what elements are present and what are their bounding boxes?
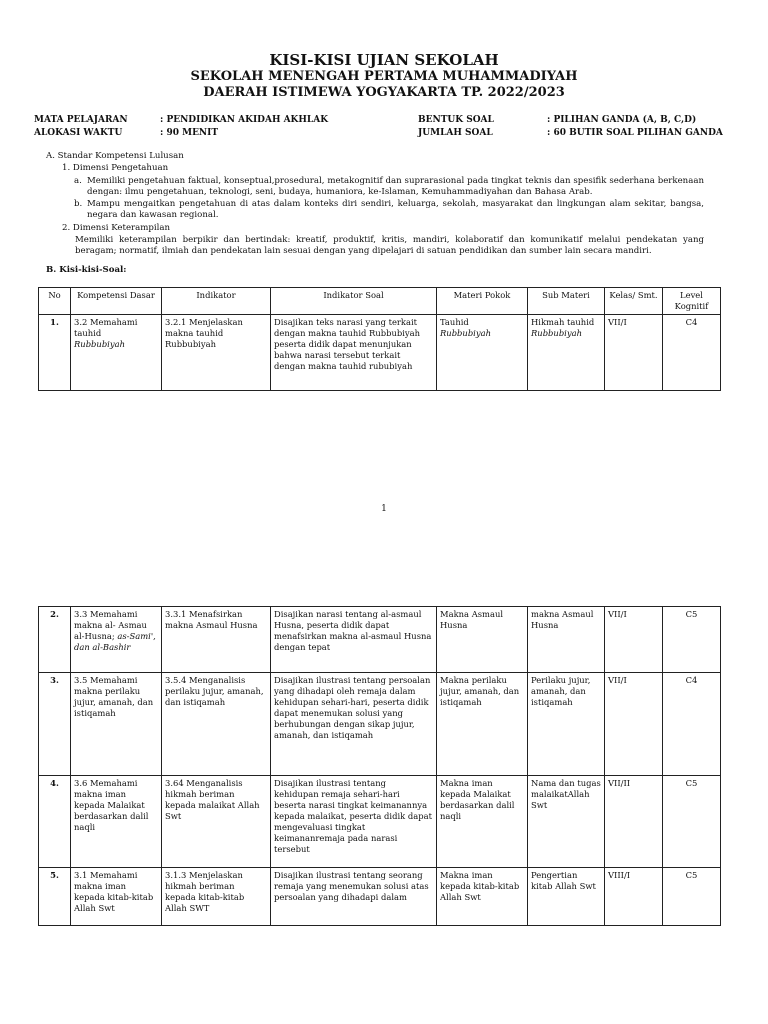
- alokasi-label: ALOKASI WAKTU: [34, 128, 123, 138]
- row-sub-materi: makna Asmaul Husna: [528, 607, 605, 673]
- row-level-kognitif: C5: [663, 868, 721, 926]
- row-kelas-smt: VII/II: [605, 776, 663, 868]
- table-row: [39, 776, 721, 868]
- table-header-row: [39, 288, 721, 315]
- region-year: DAERAH ISTIMEWA YOGYAKARTA TP. 2022/2023: [203, 85, 565, 100]
- kisi-table-page1: [38, 287, 721, 391]
- header-indikator: Indikator: [162, 288, 271, 315]
- row-materi-pokok: Makna Asmaul Husna: [437, 607, 528, 673]
- dimensi-keterampilan-heading: 2. Dimensi Keterampilan: [62, 223, 171, 233]
- row-kompetensi-dasar: 3.5 Memahami makna perilaku jujur, amanah, dan istiqamah: [71, 673, 162, 776]
- row-materi-pokok: Makna iman kepada kitab-kitab Allah Swt: [437, 868, 528, 926]
- row-level-kognitif: C4: [663, 315, 721, 391]
- row-indikator-soal: Disajikan ilustrasi tentang seorang remaja yang menemukan solusi atas persoalan yang dihadapi dalam: [271, 868, 437, 926]
- item-marker-a: a.: [74, 176, 82, 186]
- row-no: 4.: [39, 776, 71, 868]
- row-no: 3.: [39, 673, 71, 776]
- bentuk-label: BENTUK SOAL: [418, 115, 494, 125]
- row-no: 1.: [39, 315, 71, 391]
- item-marker-b: b.: [74, 199, 83, 209]
- row-materi-pokok: [437, 315, 528, 391]
- row-kelas-smt: VII/I: [605, 607, 663, 673]
- row-sub-materi: Pengertian kitab Allah Swt: [528, 868, 605, 926]
- row-indikator: 3.3.1 Menafsirkan makna Asmaul Husna: [162, 607, 271, 673]
- row-kompetensi-dasar: [71, 607, 162, 673]
- row-sub-materi: [528, 315, 605, 391]
- meta-values-left: [160, 114, 328, 140]
- kisi-heading: B. Kisi-kisi-Soal:: [46, 265, 127, 275]
- table-row: [39, 868, 721, 926]
- keterampilan-text: Memiliki keterampilan berpikir dan bertindak: kreatif, produktif, kritis, mandiri, kolaboratif dan komunikatif melalui pendekatan yang beragam; normatif, ilmiah dan pendekatan lain sesuai dengan yang dipelajari di satuan pendidikan dan sumber lain secara mandiri.: [75, 235, 704, 256]
- kd-text: 3.3 Memahami makna al- Asmau al-Husna;: [74, 609, 147, 641]
- row-indikator: 3.64 Menganalisis hikmah beriman kepada malaikat Allah Swt: [162, 776, 271, 868]
- row-kelas-smt: VII/I: [605, 673, 663, 776]
- header-kelas-smt: Kelas/ Smt.: [605, 288, 663, 315]
- header-materi-pokok: Materi Pokok: [437, 288, 528, 315]
- mapel-label: MATA PELAJARAN: [34, 115, 128, 125]
- dimensi-pengetahuan-heading: 1. Dimensi Pengetahuan: [62, 163, 169, 173]
- row-level-kognitif: C5: [663, 607, 721, 673]
- header-kompetensi-dasar: Kompetensi Dasar: [71, 288, 162, 315]
- header-level-kognitif: Level Kognitif: [663, 288, 721, 315]
- row-kelas-smt: VII/I: [605, 315, 663, 391]
- meta-labels-left: [34, 114, 128, 140]
- jumlah-label: JUMLAH SOAL: [418, 128, 493, 138]
- header-indikator-soal: Indikator Soal: [271, 288, 437, 315]
- skl-heading: A. Standar Kompetensi Lulusan: [46, 151, 184, 161]
- row-indikator-soal: Disajikan narasi tentang al-asmaul Husna, peserta didik dapat menafsirkan makna al-asmaul Husna dengan tepat: [271, 607, 437, 673]
- row-kompetensi-dasar: [71, 315, 162, 391]
- row-indikator-soal: Disajikan teks narasi yang terkait dengan makna tauhid Rubbubiyah peserta didik dapat menunjukan bahwa narasi tersebut terkait dengan makna tauhid rububiyah: [271, 315, 437, 391]
- sub-italic: Rubbubiyah: [531, 328, 582, 338]
- header-sub-materi: Sub Materi: [528, 288, 605, 315]
- materi-italic: Rubbubiyah: [440, 328, 491, 338]
- row-kompetensi-dasar: 3.6 Memahami makna iman kepada Malaikat berdasarkan dalil naqli: [71, 776, 162, 868]
- row-level-kognitif: C4: [663, 673, 721, 776]
- row-indikator: 3.1.3 Menjelaskan hikmah beriman kepada kitab-kitab Allah SWT: [162, 868, 271, 926]
- meta-values-right: [547, 114, 723, 140]
- meta-labels-right: [418, 114, 494, 140]
- row-materi-pokok: Makna iman kepada Malaikat berdasarkan dalil naqli: [437, 776, 528, 868]
- mapel-value: : PENDIDIKAN AKIDAH AKHLAK: [160, 115, 329, 125]
- table-row: [39, 673, 721, 776]
- row-kompetensi-dasar: 3.1 Memahami makna iman kepada kitab-kitab Allah Swt: [71, 868, 162, 926]
- pengetahuan-point-a: Memiliki pengetahuan faktual, konseptual,prosedural, metakognitif dan suprarasional pada tingkat teknis dan spesifik sederhana berkenaan dengan: ilmu pengetahuan, teknologi, seni, budaya, humaniora, ke-Islaman, Kemuhammadiyahan dan Bahasa Arab.: [87, 176, 704, 197]
- kisi-table-page2: [38, 606, 721, 926]
- sub-text: Hikmah tauhid: [531, 317, 595, 327]
- kd-italic: Rubbubiyah: [74, 339, 125, 349]
- table-row: [39, 315, 721, 391]
- row-indikator-soal: Disajikan ilustrasi tentang kehidupan remaja sehari-hari beserta narasi tingkat keimanannya kepada malaikat, peserta didik dapat mengevaluasi tingkat keimananremaja pada narasi tersebut: [271, 776, 437, 868]
- row-indikator: 3.2.1 Menjelaskan makna tauhid Rubbubiyah: [162, 315, 271, 391]
- header-no: No: [39, 288, 71, 315]
- document-title: KISI-KISI UJIAN SEKOLAH: [269, 51, 499, 69]
- row-indikator: 3.5.4 Menganalisis perilaku jujur, amanah, dan istiqamah: [162, 673, 271, 776]
- row-sub-materi: Perilaku jujur, amanah, dan istiqamah: [528, 673, 605, 776]
- alokasi-value: : 90 MENIT: [160, 128, 219, 138]
- kd-text: 3.2 Memahami tauhid: [74, 317, 138, 338]
- row-sub-materi: Nama dan tugas malaikatAllah Swt: [528, 776, 605, 868]
- materi-text: Tauhid: [440, 317, 469, 327]
- row-materi-pokok: Makna perilaku jujur, amanah, dan istiqamah: [437, 673, 528, 776]
- row-kelas-smt: VIII/I: [605, 868, 663, 926]
- kd-italic: as-Sami', dan al-Bashir: [74, 631, 156, 652]
- page-number: 1: [381, 504, 387, 514]
- row-level-kognitif: C5: [663, 776, 721, 868]
- school-name: SEKOLAH MENENGAH PERTAMA MUHAMMADIYAH: [190, 69, 578, 84]
- row-indikator-soal: Disajikan ilustrasi tentang persoalan yang dihadapi oleh remaja dalam kehidupan sehari-hari, peserta didik dapat menemukan solusi yang berhubungan dengan sikap jujur, amanah, dan istiqamah: [271, 673, 437, 776]
- row-no: 5.: [39, 868, 71, 926]
- bentuk-value: : PILIHAN GANDA (A, B, C,D): [547, 115, 697, 125]
- row-no: 2.: [39, 607, 71, 673]
- pengetahuan-point-b: Mampu mengaitkan pengetahuan di atas dalam konteks diri sendiri, keluarga, sekolah, masyarakat dan lingkungan alam sekitar, bangsa, negara dan kawasan regional.: [87, 199, 704, 220]
- document-header: [0, 51, 768, 101]
- table-row: [39, 607, 721, 673]
- jumlah-value: : 60 BUTIR SOAL PILIHAN GANDA: [547, 128, 723, 138]
